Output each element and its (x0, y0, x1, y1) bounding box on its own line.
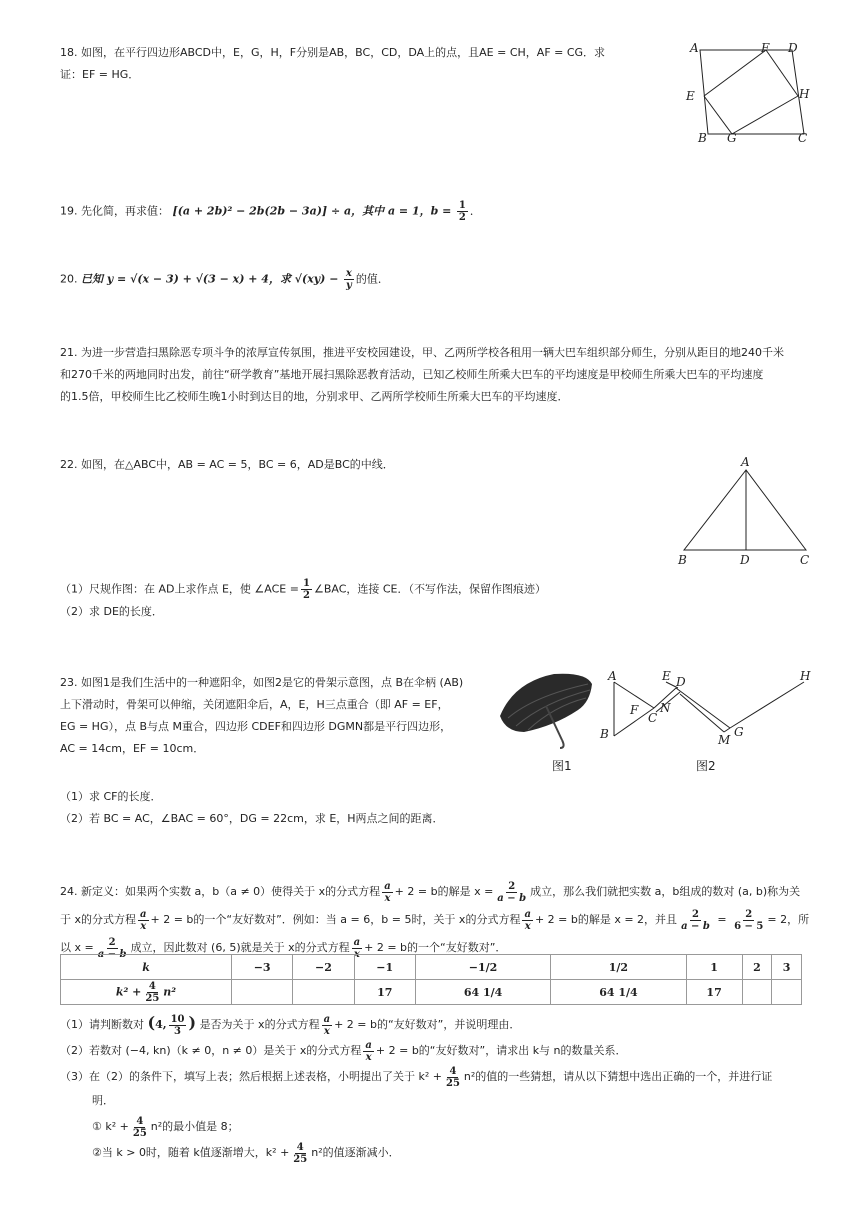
question-18 (60, 42, 605, 86)
label-f: F (630, 703, 639, 717)
table-cell: 1 (686, 955, 742, 980)
label-d: D (788, 41, 798, 55)
question-21 (60, 342, 784, 408)
question-24: 24. 新定义：如果两个实数 a，b（a ≠ 0）使得关于 x的分式方程 $\frac{a}{x}$ + 2 = b的解是 x = $\frac{2}{a - b}$ 成立，那么我们就把实数 a，b组成的数对 (a, b)称为关 于 x的分式方程 $\frac{a}{x}$ + 2 = b的一个“友好数对”．例如：当 a = 6，b = 5时，关于 x的分式方程 $\frac{a}{x}$ + 2 = b的解是 x = 2，并且 $\frac{2}{a - b}$ = $\frac{2}{6 - 5}$ = 2，所 以 x = $\frac{2}{a - b}$ 成立，因此数对 (6, 5)就是关于 x的分式方程 $\frac{a}{x}$ + 2 = b的一个“友好数对”． (60, 880, 810, 960)
question-22-part2: （2）求 DE的长度． (60, 605, 163, 618)
table-cell (232, 980, 293, 1005)
table-cell: −2 (293, 955, 354, 980)
question-23-number: 23. (60, 676, 78, 689)
triangle-abc (684, 470, 806, 550)
table-cell: 3 (772, 955, 802, 980)
question-23-line1: 如图1是我们生活中的一种遮阳伞，如图2是它的骨架示意图，点 B在伞柄 (AB) (81, 676, 464, 689)
question-24-number: 24. (60, 885, 78, 898)
question-19-b-fraction: $\frac{1}{2}$ (458, 200, 466, 223)
table-cell: 17 (686, 980, 742, 1005)
label-b: B (678, 553, 687, 567)
question-20: 20. 已知 y = √(x − 3) + √(3 − x) + 4，求 √(xy) − $\frac{x}{y}$ 的值． (60, 268, 389, 291)
conjecture-2: ②当 k > 0时，随着 k值逐渐增大，k² + (92, 1146, 290, 1159)
table-head-expression: k² + $\frac{4}{25}$ n² (61, 980, 232, 1005)
table-cell: −1/2 (415, 955, 550, 980)
table-cell (772, 980, 802, 1005)
kn-table (60, 954, 802, 1005)
table-cell: −1 (354, 955, 415, 980)
parallelogram-figure (680, 38, 820, 148)
label-c: C (648, 711, 658, 725)
question-21-line1: 为进一步营造扫黑除恶专项斗争的浓厚宣传氛围，推进平安校园建设，甲、乙两所学校各租用一辆大巴车组织部分师生，分别从距目的地240千米 (81, 346, 784, 359)
label-m: M (718, 733, 731, 747)
question-18-number: 18. (60, 46, 78, 59)
question-22-part1: （1）尺规作图：在 AD上求作点 E，使 ∠ACE = (60, 582, 299, 596)
question-20-fraction: $\frac{x}{y}$ (345, 268, 352, 291)
table-cell: 64 1/4 (551, 980, 686, 1005)
label-g: G (734, 725, 744, 739)
question-20-number: 20. (60, 272, 78, 286)
triangle-figure (672, 452, 822, 572)
label-b: B (698, 131, 707, 145)
label-c: C (798, 131, 808, 145)
question-19-number: 19. (60, 204, 78, 218)
umbrella-frame-figure (596, 668, 816, 778)
question-23-line3: EG = HG），点 B与点 M重合，四边形 CDEF和四边形 DGMN都是平行四边形， (60, 720, 452, 733)
figure-1-caption: 图1 (552, 759, 572, 773)
question-22 (60, 454, 394, 476)
question-19-expression: [(a + 2b)² − 2b(2b − 3a)] ÷ a，其中 a = 1，b = (172, 204, 452, 218)
question-21-line2: 和270千米的两地同时出发，前往“研学教育”基地开展扫黑除恶教育活动，已知乙校师生所乘大巴车的平均速度是甲校师生所乘大巴车的平均速度 (60, 368, 764, 381)
table-cell: −3 (232, 955, 293, 980)
label-a: A (741, 455, 750, 469)
label-h: H (800, 669, 811, 683)
label-g: G (727, 131, 737, 145)
label-f: F (761, 41, 770, 55)
table-head-k: k (61, 955, 232, 980)
label-a: A (608, 669, 617, 683)
segment-ef (704, 50, 766, 96)
table-cell: 1/2 (551, 955, 686, 980)
segment-eg (704, 96, 732, 134)
question-22-number: 22. (60, 458, 78, 471)
question-24-part3: （3）在（2）的条件下，填写上表；然后根据上述表格，小明提出了关于 k² + (60, 1070, 442, 1083)
table-cell (742, 980, 772, 1005)
conjecture-1: ① k² + (92, 1120, 129, 1133)
table-cell: 17 (354, 980, 415, 1005)
question-23 (60, 672, 463, 760)
table-row-k (61, 955, 802, 980)
question-21-line3: 的1.5倍，甲校师生比乙校师生晚1小时到达目的地，分别求甲、乙两所学校师生所乘大巴车的平均速度． (60, 390, 569, 403)
question-18-text: 如图，在平行四边形ABCD中，E，G，H，F分别是AB，BC，CD，DA上的点，且AE = CH，AF = CG．求 (81, 46, 606, 59)
label-c: C (800, 553, 810, 567)
label-h: H (799, 87, 810, 101)
label-n: N (660, 701, 671, 715)
umbrella-canopy-icon (500, 674, 592, 732)
table-row-value (61, 980, 802, 1005)
half-fraction: $\frac{1}{2}$ (302, 578, 310, 601)
question-23-line2: 上下滑动时，骨架可以伸缩，关闭遮阳伞后，A，E，H三点重合（即 AF = EF， (60, 698, 449, 711)
umbrella-figure (494, 666, 604, 776)
question-20-lead: 已知 y = √(x − 3) + √(3 − x) + 4，求 √(xy) − (81, 272, 339, 286)
question-24-parts: （1）请判断数对 (4, $\frac{10}{3}$ ) 是否为关于 x的分式方程 $\frac{a}{x}$ + 2 = b的“友好数对”，并说明理由． （2）若数对 (−4, kn)（k ≠ 0，n ≠ 0）是关于 x的分式方程 $\frac{a}{x}$ + 2 = b的“友好数对”，请求出 k与 n的数量关系． （3）在（2）的条件下，填写上表；然后根据上述表格，小明提出了关于 k² + $\frac{4}{25}$ n²的值的一些猜想，请从以下猜想中选出正确的一个，并进行证 (60, 1013, 773, 1089)
figure-2-caption: 图2 (696, 759, 716, 773)
parallelogram-abcd (700, 50, 804, 134)
question-23-parts (60, 786, 444, 830)
label-e: E (686, 89, 695, 103)
label-a: A (690, 41, 699, 55)
question-23-part1: （1）求 CF的长度． (60, 790, 162, 803)
table-cell (293, 980, 354, 1005)
question-19: 19. 先化简，再求值： [(a + 2b)² − 2b(2b − 3a)] ÷ a，其中 a = 1，b = $\frac{1}{2}$ ． (60, 200, 481, 223)
label-b: B (600, 727, 609, 741)
question-22-parts: （1）尺规作图：在 AD上求作点 E，使 ∠ACE = $\frac{1}{2}$ ∠BAC，连接 CE．（不写作法，保留作图痕迹） （2）求 DE的长度． (60, 578, 546, 618)
label-d: D (676, 675, 686, 689)
question-24-part2: （2）若数对 (−4, kn)（k ≠ 0，n ≠ 0）是关于 x的分式方程 (60, 1044, 362, 1057)
question-22-text: 如图，在△ABC中，AB = AC = 5，BC = 6，AD是BC的中线． (81, 458, 394, 471)
segment-hg (732, 96, 798, 134)
label-e: E (662, 669, 671, 683)
question-19-lead: 先化简，再求值： (81, 204, 169, 218)
table-cell: 2 (742, 955, 772, 980)
label-d: D (740, 553, 750, 567)
question-21-number: 21. (60, 346, 78, 359)
question-23-part2: （2）若 BC = AC，∠BAC = 60°，DG = 22cm，求 E，H两点之间的距离． (60, 812, 444, 825)
question-24-conjectures: 明． ① k² + $\frac{4}{25}$ n²的最小值是 8； ②当 k > 0时，随着 k值逐渐增大，k² + $\frac{4}{25}$ n²的值逐渐减小． (92, 1094, 400, 1165)
question-18-text-line2: 证：EF = HG． (60, 68, 140, 81)
table-cell: 64 1/4 (415, 980, 550, 1005)
question-24-part1: （1）请判断数对 (60, 1018, 144, 1031)
question-23-line4: AC = 14cm，EF = 10cm． (60, 742, 205, 755)
